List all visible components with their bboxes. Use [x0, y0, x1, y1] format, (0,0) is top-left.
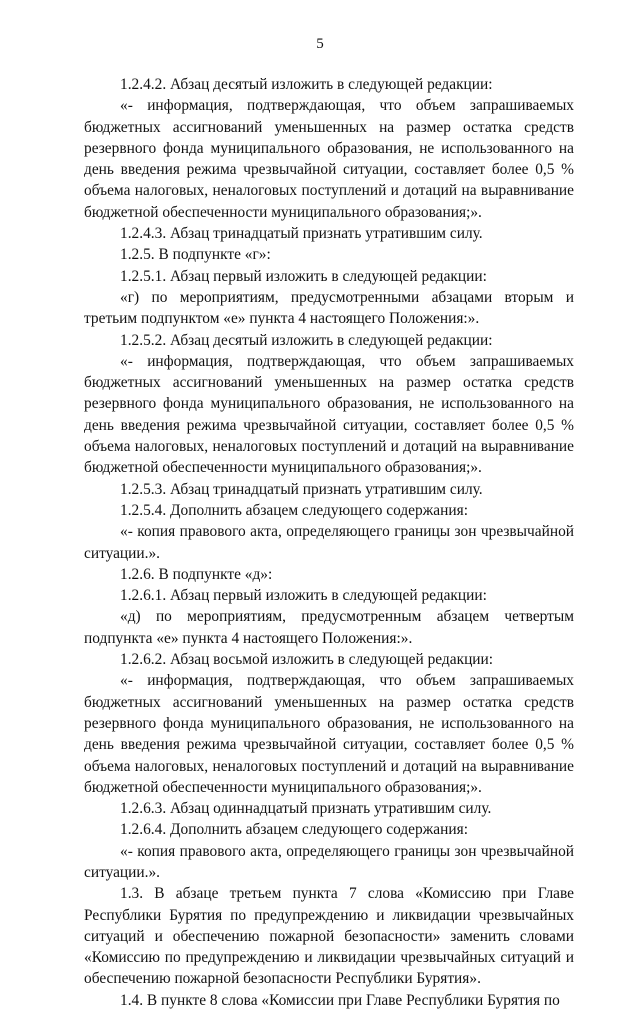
paragraph-1-2-4-3: 1.2.4.3. Абзац тринадцатый признать утратившим силу.	[120, 225, 483, 243]
paragraph-1-2-5-3: 1.2.5.3. Абзац тринадцатый признать утратившим силу.	[120, 480, 483, 498]
paragraph-quote-7: «- копия правового акта, определяющего границы зон чрезвычайной ситуации.».	[84, 842, 574, 881]
paragraph-1-2-6: 1.2.6. В подпункте «д»:	[120, 565, 273, 583]
paragraph-quote-2: «г) по мероприятиям, предусмотренными абзацами вторым и третьим подпунктом «е» пункта 4 настоящего Положения:».	[84, 288, 574, 328]
paragraph-1-2-5-2: 1.2.5.2. Абзац десятый изложить в следующей редакции:	[120, 331, 493, 349]
page-number: 5	[316, 36, 324, 52]
document-body	[84, 74, 574, 1011]
paragraph-quote-6: «- информация, подтверждающая, что объем запрашиваемых бюджетных ассигнований уменьшенных на размер остатка средств резервного фонда муниципального образования, не использованного на день введения режима чрезвычайной ситуации, составляет более 0,5 % объема налоговых, неналоговых поступлений и дотаций на выравнивание бюджетной обеспеченности муниципального образования;».	[84, 672, 574, 796]
paragraph-1-2-6-1: 1.2.6.1. Абзац первый изложить в следующей редакции:	[120, 587, 487, 605]
paragraph-1-2-5-4: 1.2.5.4. Дополнить абзацем следующего содержания:	[120, 501, 468, 519]
paragraph-quote-3: «- информация, подтверждающая, что объем запрашиваемых бюджетных ассигнований уменьшенных на размер остатка средств резервного фонда муниципального образования, не использованного на день введения режима чрезвычайной ситуации, составляет более 0,5 % объема налоговых, неналоговых поступлений и дотаций на выравнивание бюджетной обеспеченности муниципального образования;».	[84, 352, 574, 477]
paragraph-1-3: 1.3. В абзаце третьем пункта 7 слова «Комиссию при Главе Республики Бурятия по предупреждению и ликвидации чрезвычайных ситуаций и обеспечению пожарной безопасности» заменить словами «Комиссию по предупреждению и ликвидации чрезвычайных ситуаций и обеспечению пожарной безопасности Республики Бурятия».	[84, 885, 574, 988]
paragraph-1-2-6-3: 1.2.6.3. Абзац одиннадцатый признать утратившим силу.	[120, 800, 492, 818]
paragraph-quote-1: «- информация, подтверждающая, что объем запрашиваемых бюджетных ассигнований уменьшенных на размер остатка средств резервного фонда муниципального образования, не использованного на день введения режима чрезвычайной ситуации, составляет более 0,5 % объема налоговых, неналоговых поступлений и дотаций на выравнивание бюджетной обеспеченности муниципального образования;».	[84, 97, 574, 221]
paragraph-1-2-4-2: 1.2.4.2. Абзац десятый изложить в следующей редакции:	[120, 76, 493, 93]
paragraph-1-2-6-2: 1.2.6.2. Абзац восьмой изложить в следующей редакции:	[120, 651, 494, 669]
paragraph-quote-5: «д) по мероприятиям, предусмотренным абзацем четвертым подпункта «е» пункта 4 настоящего Положения:».	[84, 608, 574, 647]
paragraph-quote-4: «- копия правового акта, определяющего границы зон чрезвычайной ситуации.».	[84, 523, 574, 562]
paragraph-1-2-5: 1.2.5. В подпункте «г»:	[120, 246, 271, 264]
paragraph-1-2-6-4: 1.2.6.4. Дополнить абзацем следующего содержания:	[120, 821, 468, 839]
paragraph-1-4: 1.4. В пункте 8 слова «Комиссии при Главе Республики Бурятия по	[120, 991, 560, 1009]
paragraph-1-2-5-1: 1.2.5.1. Абзац первый изложить в следующей редакции:	[120, 267, 487, 285]
